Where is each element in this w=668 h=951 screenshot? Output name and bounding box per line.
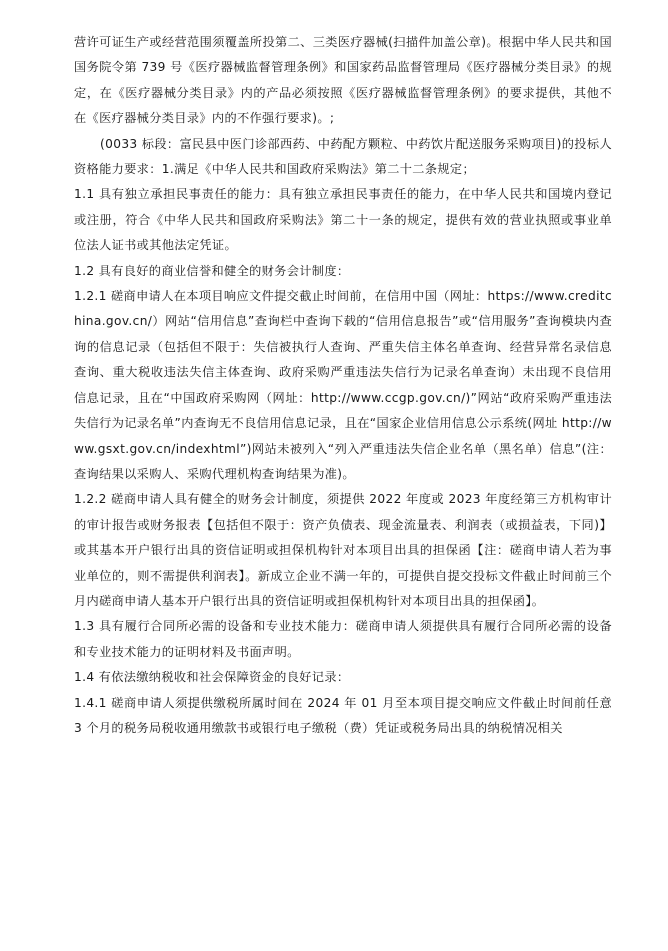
paragraph-civil-liability: 1.1 具有独立承担民事责任的能力：具有独立承担民事责任的能力，在中华人民共和国境内登记或注册，符合《中华人民共和国政府采购法》第二十一条的规定，提供有效的营业执照或事业单位法人证书或其他法定凭证。 bbox=[74, 187, 612, 253]
paragraph-tax-record: 1.4.1 磋商申请人须提供缴税所属时间在 2024 年 01 月至本项目提交响应文件截止时间前任意 3 个月的税务局税收通用缴款书或银行电子缴税（费）凭证或税务局出具的纳税情况相关 bbox=[74, 695, 612, 735]
paragraph-tax-heading: 1.4 有依法缴纳税收和社会保障资金的良好记录： bbox=[74, 670, 350, 685]
paragraph-equipment-capability: 1.3 具有履行合同所必需的设备和专业技术能力：磋商申请人须提供具有履行合同所必需的设备和专业技术能力的证明材料及书面声明。 bbox=[74, 619, 612, 659]
paragraph-credit-heading: 1.2 具有良好的商业信誉和健全的财务会计制度： bbox=[74, 263, 350, 278]
paragraph-financial-system: 1.2.2 磋商申请人具有健全的财务会计制度，须提供 2022 年度或 2023 年度经第三方机构审计的审计报告或财务报表【包括但不限于：资产负债表、现金流量表、利润表（或损益表，下同)】或其基本开户银行出具的资信证明或担保机构针对本项目出具的担保函【注：磋商申请人若为事业单位的，则不需提供利润表】。新成立企业不满一年的，可提供自提交投标文件截止时间前三个月内磋商申请人基本开户银行出具的资信证明或担保机构针对本项目出具的担保函】。 bbox=[74, 492, 612, 608]
paragraph-license-requirement: 营许可证生产或经营范围须覆盖所投第二、三类医疗器械(扫描件加盖公章)。根据中华人民共和国国务院令第 739 号《医疗器械监督管理条例》和国家药品监督管理局《医疗器械分类目录》的规定，在《医疗器械分类目录》内的产品必须按照《医疗器械监督管理条例》的要求提供，其他不在《医疗器械分类目录》内的不作强行要求)。; bbox=[74, 35, 612, 126]
paragraph-credit-record: 1.2.1 磋商申请人在本项目响应文件提交截止时间前，在信用中国（网址：https://www.creditchina.gov.cn/）网站“信用信息”查询栏中查询下载的“信用信息报告”或“信用服务”查询模块内查询的信息记录（包括但不限于：失信被执行人查询、严重失信主体名单查询、经营异常名录信息查询、重大税收违法失信主体查询、政府采购严重违法失信行为记录名单查询）未出现不良信用信息记录，且在“中国政府采购网（网址：http://www.ccgp.gov.cn/)”网站“政府采购严重违法失信行为记录名单”内查询无不良信用信息记录，且在“国家企业信用信息公示系统(网址 http://www.gsxt.gov.cn/indexhtml”)网站未被列入“列入严重违法失信企业名单（黑名单）信息”(注：查询结果以采购人、采购代理机构查询结果为准)。 bbox=[74, 289, 612, 481]
paragraph-bidder-qualification: (0033 标段：富民县中医门诊部西药、中药配方颗粒、中药饮片配送服务采购项目)的投标人资格能力要求：1.满足《中华人民共和国政府采购法》第二十二条规定； bbox=[74, 136, 612, 177]
